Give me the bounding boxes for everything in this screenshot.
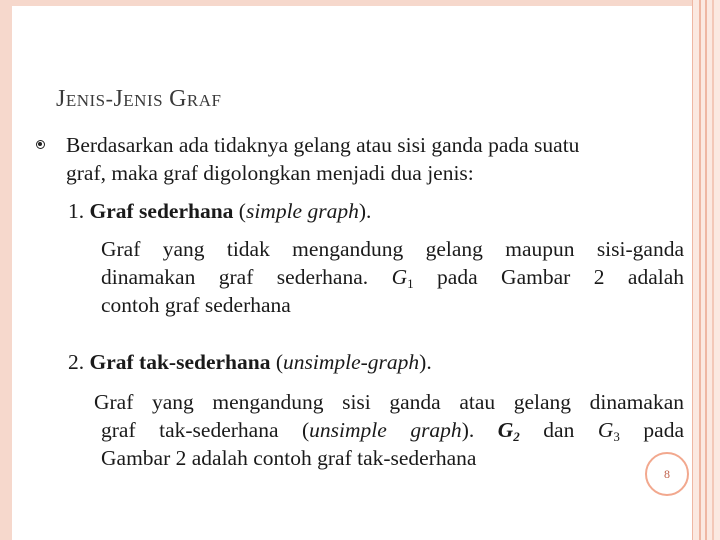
- bullet-text-line-1: Berdasarkan ada tidaknya gelang atau sisi ganda pada suatu: [66, 133, 580, 157]
- item-2-heading: 2. Graf tak-sederhana (unsimple-graph).: [68, 350, 432, 374]
- page-number-badge: 8: [645, 452, 689, 496]
- item-1-desc-line-3: contoh graf sederhana: [101, 293, 291, 317]
- frame-stripe: [699, 0, 701, 540]
- slide-title: JENIS-JENIS GRAF: [56, 86, 222, 112]
- item-2-desc-line-2: graf tak-sederhana (unsimple graph). $G_2$ dan $G_3$ pada: [101, 418, 684, 444]
- bullet-text-line-2: graf, maka graf digolongkan menjadi dua jenis:: [66, 161, 474, 185]
- item-1-heading: 1. Graf sederhana (simple graph).: [68, 199, 372, 223]
- frame-right-border: [692, 0, 720, 540]
- frame-stripe: [712, 0, 714, 540]
- frame-left-border: [0, 0, 12, 540]
- item-1-desc-line-2: dinamakan graf sederhana. $G_1$ pada Gambar 2 adalah: [101, 265, 685, 291]
- frame-stripe: [705, 0, 707, 540]
- item-2-desc-line-1: Graf yang mengandung sisi ganda atau gelang dinamakan: [94, 390, 684, 414]
- item-1-desc-line-1: Graf yang tidak mengandung gelang maupun sisi-ganda: [101, 237, 684, 261]
- item-2-desc-line-3: Gambar 2 adalah contoh graf tak-sederhana: [101, 446, 477, 470]
- bullet-icon: [36, 140, 45, 149]
- frame-top-border: [0, 0, 720, 6]
